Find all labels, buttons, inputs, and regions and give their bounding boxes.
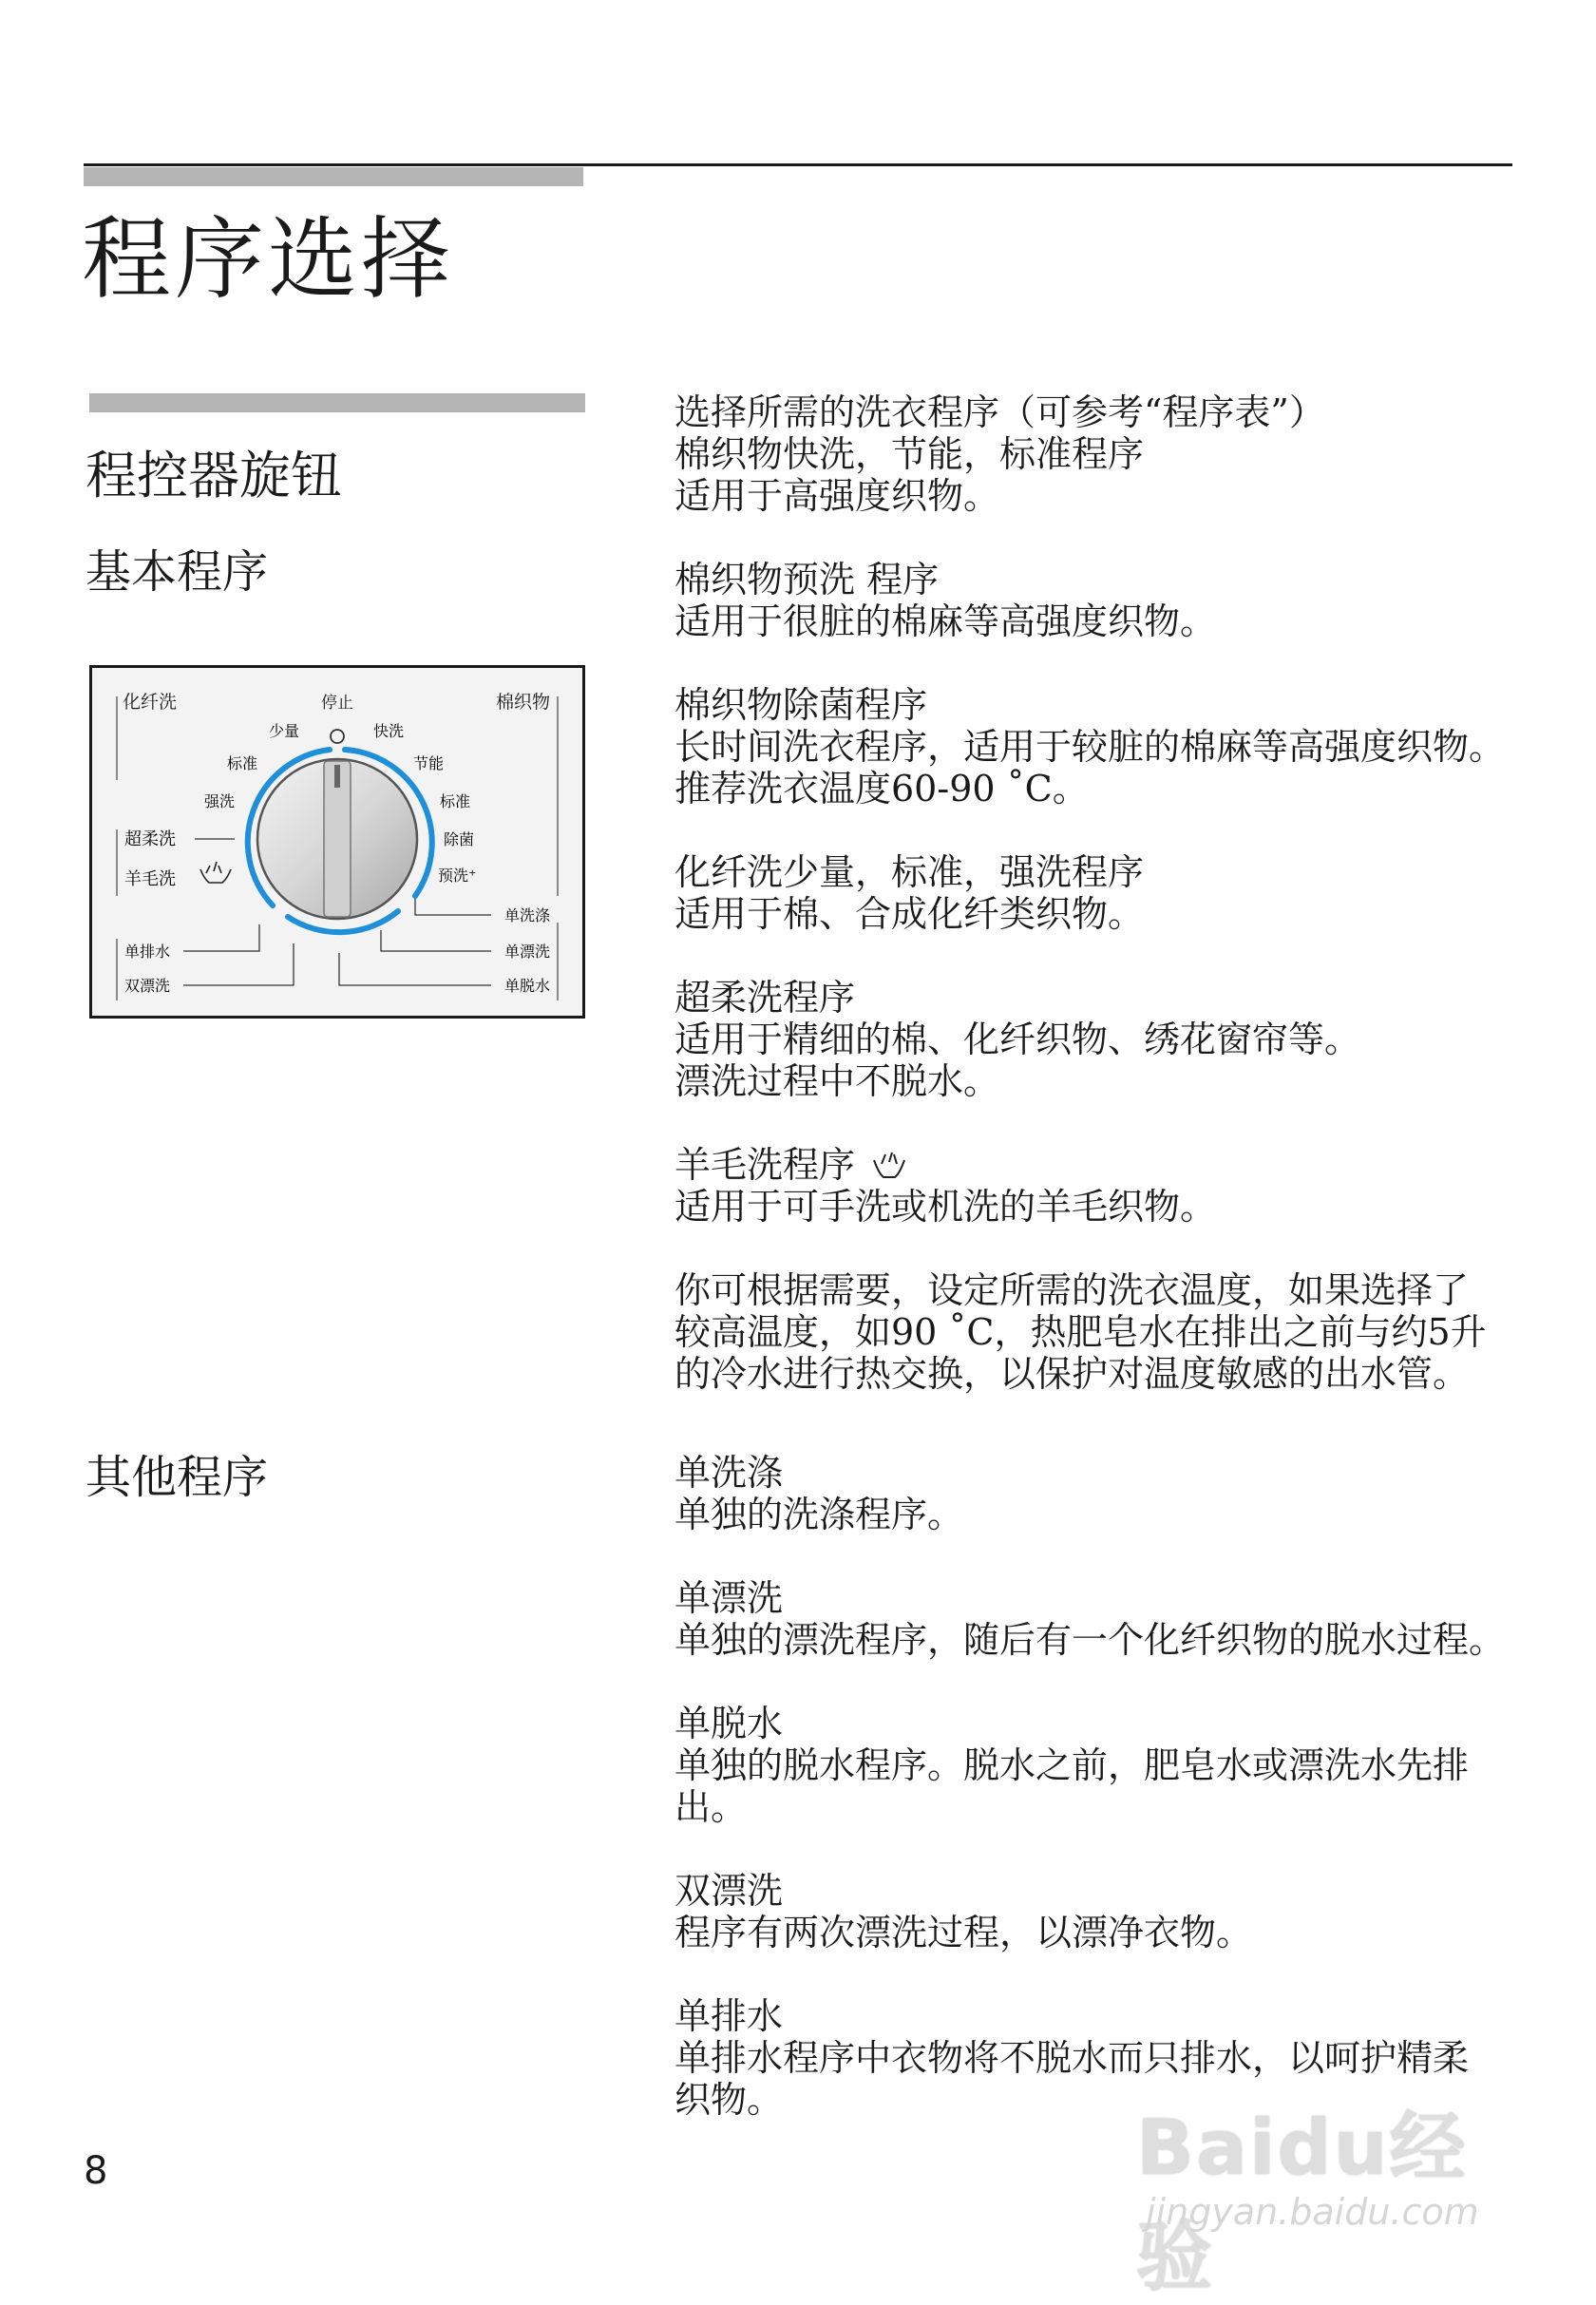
label-spin-only: 单脱水 [504, 977, 550, 995]
watermark-logo: Baidu经验 [1136, 2104, 1468, 2301]
para-basic-2: 棉织物预洗 程序 适用于很脏的棉麻等高强度织物。 [674, 559, 1217, 642]
wool-handwash-icon [200, 862, 231, 883]
label-prewash: 预洗⁺ [438, 867, 477, 885]
top-rule-accent [84, 167, 583, 186]
para-other-2: 单漂洗 单独的漂洗程序，随后有一个化纤织物的脱水过程。 [674, 1577, 1506, 1661]
other-programs-list [674, 1452, 1568, 2162]
section-heading: 程控器旋钮 [86, 446, 342, 505]
label-wool: 羊毛洗 [124, 869, 176, 889]
label-delicate: 超柔洗 [124, 829, 176, 849]
para-other-3: 单脱水 单独的脱水程序。脱水之前，肥皂水或漂洗水先排 出。 [674, 1703, 1470, 1828]
label-eco: 节能 [413, 754, 445, 772]
para-basic-4: 化纤洗少量，标准，强洗程序 适用于棉、合成化纤类织物。 [674, 851, 1145, 935]
section-bar [89, 393, 585, 412]
para-basic-1: 选择所需的洗衣程序（可参考“程序表”） 棉织物快洗，节能，标准程序 适用于高强度织物。 [674, 391, 1325, 517]
label-synthetic: 化纤洗 [123, 692, 178, 713]
para-basic-7: 你可根据需要，设定所需的洗衣温度，如果选择了 较高温度，如90 ˚C，热肥皂水在排出之前与约5升 的冷水进行热交换，以保护对温度敏感的出水管。 [674, 1269, 1487, 1395]
program-dial-panel [89, 665, 585, 1019]
watermark [1136, 2086, 1545, 2301]
page-title: 程序选择 [82, 208, 455, 312]
label-cotton: 棉织物 [495, 692, 550, 713]
para-basic-6: 羊毛洗程序 适用于可手洗或机洗的羊毛织物。 [674, 1144, 1217, 1228]
para-basic-3: 棉织物除菌程序 长时间洗衣程序，适用于较脏的棉麻等高强度织物。 推荐洗衣温度60-90 ˚C。 [674, 684, 1506, 810]
label-quick: 快洗 [373, 722, 405, 740]
label-wash-only: 单洗涤 [504, 906, 550, 924]
label-drain-only: 单排水 [124, 943, 171, 961]
label-rinse-only: 单漂洗 [504, 943, 550, 961]
basic-programs-list [674, 391, 1568, 1437]
label-stop: 停止 [321, 694, 353, 713]
page-number: 8 [84, 2149, 108, 2193]
para-other-4: 双漂洗 程序有两次漂洗过程，以漂净衣物。 [674, 1870, 1253, 1953]
watermark-url: jingyan.baidu.com [1146, 2191, 1479, 2233]
para-other-5: 单排水 单排水程序中衣物将不脱水而只排水，以呵护精柔 织物。 [674, 1995, 1470, 2121]
label-intensive: 强洗 [203, 792, 235, 810]
para-basic-5: 超柔洗程序 适用于精细的棉、化纤织物、绣花窗帘等。 漂洗过程中不脱水。 [674, 977, 1361, 1102]
label-small-load: 少量 [268, 722, 299, 740]
basic-programs-heading: 基本程序 [86, 545, 269, 599]
other-programs-heading: 其他程序 [86, 1451, 269, 1504]
stop-indicator-icon [331, 730, 344, 743]
label-standard-right: 标准 [440, 792, 471, 810]
program-knob[interactable] [257, 759, 417, 919]
label-standard-left: 标准 [226, 754, 257, 772]
top-rule [84, 163, 1512, 166]
label-sterilize: 除菌 [444, 830, 475, 848]
label-double-rinse: 双漂洗 [124, 977, 171, 995]
wool-handwash-icon [870, 1151, 908, 1181]
dial-diagram [92, 668, 582, 1016]
para-other-1: 单洗涤 单独的洗涤程序。 [674, 1452, 964, 1535]
